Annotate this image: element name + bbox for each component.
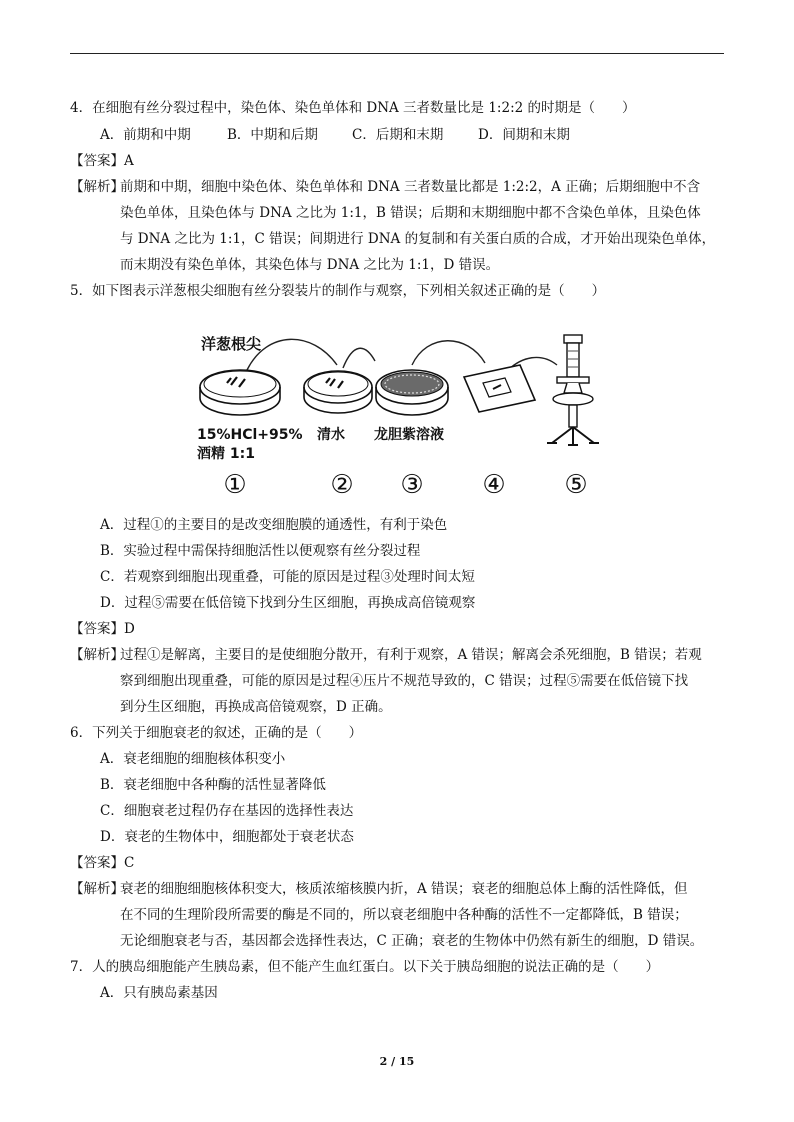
q4-analysis-line: 与 DNA 之比为 1:1，C 错误；间期进行 DNA 的复制和有关蛋白质的合成，才开始出现染色单体， [120, 231, 716, 247]
q4-option-a: A．前期和中期 [100, 127, 191, 143]
step-number: ④ [482, 470, 506, 500]
q7-stem: 7．人的胰岛细胞能产生胰岛素，但不能产生血红蛋白。以下关于胰岛细胞的说法正确的是（ ） [70, 959, 660, 975]
q5-option-a: A．过程①的主要目的是改变细胞膜的通透性，有利于染色 [100, 517, 448, 533]
step-number: ③ [400, 470, 424, 500]
q5-analysis-label: 【解析】 [70, 647, 124, 663]
q6-option-a: A．衰老细胞的细胞核体积变小 [100, 751, 286, 767]
slide-4-icon [464, 365, 535, 412]
q5-stem: 5．如下图表示洋葱根尖细胞有丝分裂装片的制作与观察，下列相关叙述正确的是（ ） [70, 283, 606, 299]
page-number: 2 / 15 [379, 1055, 415, 1068]
q6-option-c: C．细胞衰老过程仍存在基因的选择性表达 [100, 803, 354, 819]
q5-experiment-figure [127, 325, 607, 500]
dish-2-icon [304, 371, 372, 413]
q4-option-d: D．间期和末期 [478, 127, 570, 143]
q6-option-d: D．衰老的生物体中，细胞都处于衰老状态 [100, 829, 354, 845]
q7-option-a: A．只有胰岛素基因 [100, 985, 218, 1001]
q5-option-c: C．若观察到细胞出现重叠，可能的原因是过程③处理时间太短 [100, 569, 475, 585]
label-stain: 龙胆紫溶液 [374, 427, 444, 443]
q5-option-b: B．实验过程中需保持细胞活性以便观察有丝分裂过程 [100, 543, 421, 559]
q4-stem: 4．在细胞有丝分裂过程中，染色体、染色单体和 DNA 三者数量比是 1:2:2 的时期是（ ） [70, 100, 636, 116]
q6-stem: 6．下列关于细胞衰老的叙述，正确的是（ ） [70, 725, 363, 741]
dish-1-icon [200, 370, 280, 415]
q4-option-b: B．中期和后期 [227, 127, 318, 143]
q5-option-d: D．过程⑤需要在低倍镜下找到分生区细胞，再换成高倍镜观察 [100, 595, 476, 611]
q4-analysis-line: 染色单体，且染色体与 DNA 之比为 1:1，B 错误；后期和末期细胞中都不含染色单体，且染色体 [120, 205, 701, 221]
q4-answer: 【答案】A [70, 153, 134, 169]
q6-analysis-line: 在不同的生理阶段所需要的酶是不同的，所以衰老细胞中各种酶的活性不一定都降低，B 错误； [120, 907, 688, 923]
q6-analysis-line: 衰老的细胞细胞核体积变大，核质浓缩核膜内折，A 错误；衰老的细胞总体上酶的活性降低，但 [120, 881, 688, 897]
q6-analysis-line: 无论细胞衰老与否，基因都会选择性表达，C 正确；衰老的生物体中仍然有新生的细胞，D 错误。 [120, 933, 704, 949]
label-water: 清水 [317, 427, 345, 443]
q4-analysis-line: 前期和中期，细胞中染色体、染色单体和 DNA 三者数量比都是 1:2:2，A 正确；后期细胞中不含 [120, 179, 701, 195]
q6-analysis-label: 【解析】 [70, 881, 124, 897]
q5-answer: 【答案】D [70, 621, 135, 637]
dish-3-icon [376, 370, 448, 415]
q4-options [100, 125, 570, 145]
label-alcohol: 酒精 1:1 [197, 446, 255, 462]
q5-analysis-line: 察到细胞出现重叠，可能的原因是过程④压片不规范导致的，C 错误；过程⑤需要在低倍镜下找 [120, 673, 689, 689]
step-number: ① [223, 470, 247, 500]
q4-analysis-line: 而末期没有染色单体，其染色体与 DNA 之比为 1:1，D 错误。 [120, 257, 500, 273]
microscope-icon [547, 335, 599, 445]
q6-option-b: B．衰老细胞中各种酶的活性显著降低 [100, 777, 326, 793]
q6-answer: 【答案】C [70, 855, 135, 871]
header-rule [70, 53, 724, 54]
arrow-3-4 [412, 341, 485, 365]
q4-option-c: C．后期和末期 [352, 127, 444, 143]
arrow-2-3 [343, 348, 375, 368]
label-onion-root: 洋葱根尖 [201, 335, 262, 353]
step-number: ② [330, 470, 354, 500]
label-hcl: 15%HCl+95% [197, 427, 303, 443]
q5-analysis-line: 到分生区细胞，再换成高倍镜观察，D 正确。 [120, 699, 392, 715]
q5-analysis-line: 过程①是解离，主要目的是使细胞分散开，有利于观察，A 错误；解离会杀死细胞，B 错误；若观 [120, 647, 702, 663]
q4-analysis-label: 【解析】 [70, 179, 124, 195]
step-number: ⑤ [564, 470, 588, 500]
